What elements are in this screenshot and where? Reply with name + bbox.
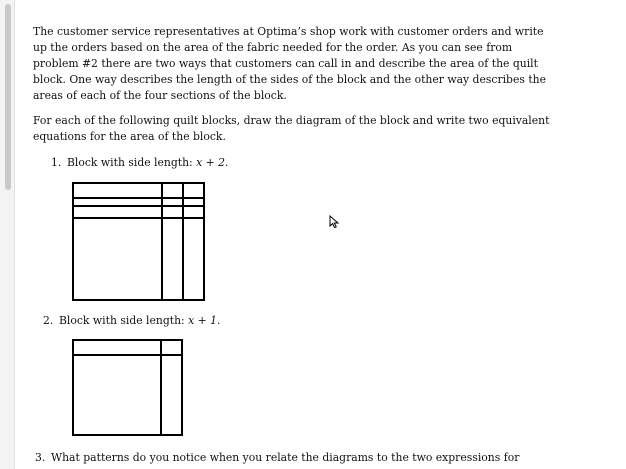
intro-paragraph (33, 24, 553, 104)
intro-line: up the orders based on the area of the fabric needed for the order. As you can see from (33, 41, 513, 54)
problem-number: 3. (35, 451, 46, 464)
quilt-block-diagram-2 (72, 339, 185, 438)
problem-1 (51, 155, 228, 171)
problem-number: 2. (43, 314, 54, 327)
problem-3 (35, 450, 519, 466)
problem-number: 1. (51, 156, 62, 169)
instructions-line: equations for the area of the block. (33, 130, 226, 143)
problem-text: Block with side length: (67, 156, 197, 169)
problem-text: Block with side length: (59, 314, 189, 327)
document-page (14, 0, 626, 469)
problem-punctuation: . (225, 156, 229, 169)
intro-line: The customer service representatives at Optima’s shop work with customer orders and write (33, 25, 544, 38)
intro-line: problem #2 there are two ways that customers can call in and describe the area of the quilt (33, 57, 538, 70)
instructions-paragraph (33, 113, 553, 145)
problem-text: What patterns do you notice when you relate the diagrams to the two expressions for (51, 451, 520, 464)
quilt-block-diagram-1 (72, 182, 206, 303)
problem-2 (43, 313, 220, 329)
mouse-pointer-icon (329, 215, 341, 229)
block-outline (73, 183, 204, 300)
instructions-line: For each of the following quilt blocks, draw the diagram of the block and write two equivalent (33, 114, 550, 127)
problem-expression: x + 1 (188, 314, 218, 327)
problem-punctuation: . (217, 314, 221, 327)
problem-expression: x + 2 (196, 156, 226, 169)
intro-line: block. One way describes the length of the sides of the block and the other way describes the (33, 73, 547, 86)
scrollbar-track[interactable] (0, 0, 15, 469)
scrollbar-thumb[interactable] (5, 4, 11, 190)
intro-line: areas of each of the four sections of the block. (33, 89, 287, 102)
